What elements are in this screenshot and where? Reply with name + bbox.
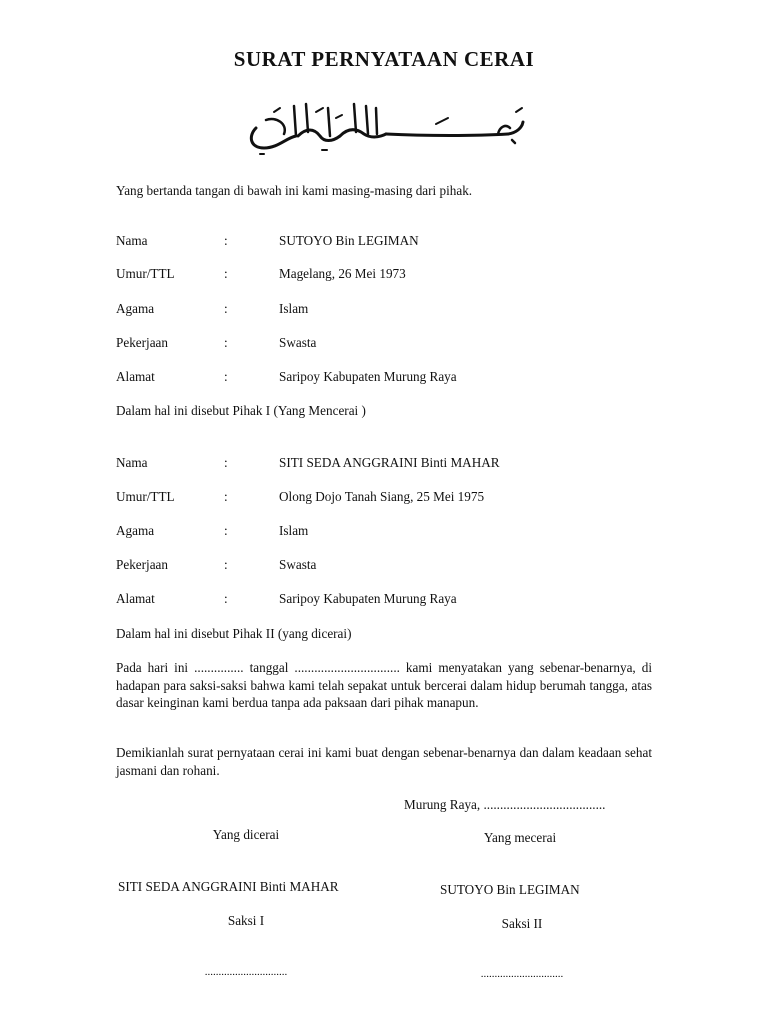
colon: : <box>224 301 228 316</box>
party1-religion-value: Islam <box>279 301 309 316</box>
party1-job-label: Pekerjaan <box>116 335 168 350</box>
party2-ttl-value: Olong Dojo Tanah Siang, 25 Mei 1975 <box>279 489 485 504</box>
colon: : <box>224 266 228 281</box>
intro-text: Yang bertanda tangan di bawah ini kami masing-masing dari pihak. <box>116 183 473 198</box>
witness2-signature-line: .............................. <box>480 968 564 980</box>
colon: : <box>224 489 228 504</box>
colon: : <box>224 455 228 470</box>
party2-ttl-label: Umur/TTL <box>116 489 175 504</box>
party1-religion-label: Agama <box>116 301 155 316</box>
party1-ttl-value: Magelang, 26 Mei 1973 <box>279 266 406 281</box>
colon: : <box>224 557 228 572</box>
colon: : <box>224 233 228 248</box>
party2-name-label: Nama <box>116 455 148 470</box>
right-signer-name: SUTOYO Bin LEGIMAN <box>440 882 580 897</box>
closing-paragraph: Demikianlah surat pernyataan cerai ini kami buat dengan sebenar-benarnya dan dalam keadaan sehat jasmani dan rohani. <box>116 745 652 778</box>
party2-name-value: SITI SEDA ANGGRAINI Binti MAHAR <box>279 455 500 470</box>
right-signer-role: Yang mecerai <box>483 830 557 845</box>
party2-address-value: Saripoy Kabupaten Murung Raya <box>279 591 457 606</box>
colon: : <box>224 523 228 538</box>
party1-address-value: Saripoy Kabupaten Murung Raya <box>279 369 457 384</box>
colon: : <box>224 369 228 384</box>
left-signer-role: Yang dicerai <box>212 827 280 842</box>
party2-religion-value: Islam <box>279 523 309 538</box>
witness1-signature-line: .............................. <box>204 966 288 978</box>
place-date-line: Murung Raya, ..................................... <box>404 797 606 812</box>
party1-designation: Dalam hal ini disebut Pihak I (Yang Mencerai ) <box>116 403 366 418</box>
document-title: SURAT PERNYATAAN CERAI <box>233 47 535 71</box>
party1-name-label: Nama <box>116 233 148 248</box>
party2-designation: Dalam hal ini disebut Pihak II (yang dicerai) <box>116 626 352 641</box>
party1-job-value: Swasta <box>279 335 317 350</box>
party2-job-label: Pekerjaan <box>116 557 168 572</box>
statement-paragraph: Pada hari ini ............... tanggal ................................ kami menyatakan yang sebenar-benarnya, di hadapan para saksi-saksi bahwa kami telah sepakat untuk bercerai dalam hidup berumah tangga, atas dasar keinginan kami berdua tanpa ada paksaan dari pihak manapun. <box>116 660 652 710</box>
party1-name-value: SUTOYO Bin LEGIMAN <box>279 233 419 248</box>
party1-ttl-label: Umur/TTL <box>116 266 175 281</box>
witness2-label: Saksi II <box>501 916 543 931</box>
party2-address-label: Alamat <box>116 591 155 606</box>
basmala-calligraphy-image <box>236 98 532 158</box>
colon: : <box>224 591 228 606</box>
party2-job-value: Swasta <box>279 557 317 572</box>
colon: : <box>224 335 228 350</box>
left-signer-name: SITI SEDA ANGGRAINI Binti MAHAR <box>118 879 339 894</box>
party1-address-label: Alamat <box>116 369 155 384</box>
witness1-label: Saksi I <box>227 913 265 928</box>
party2-religion-label: Agama <box>116 523 155 538</box>
